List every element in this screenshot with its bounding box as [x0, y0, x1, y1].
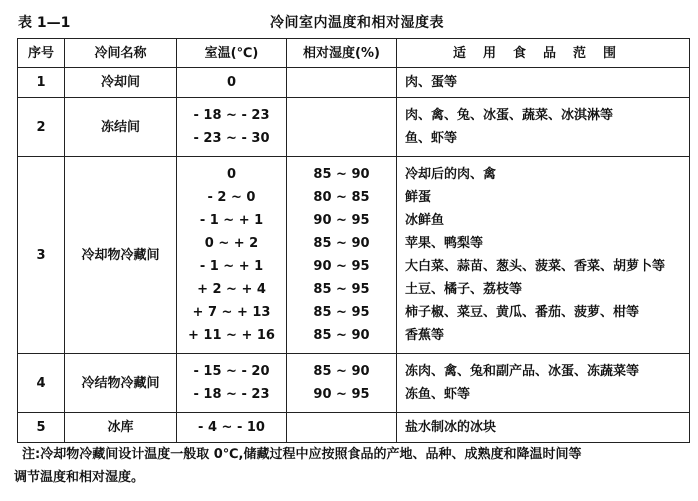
note-line-2: 调节温度和相对湿度。 [14, 470, 145, 485]
table-caption [18, 10, 688, 32]
header-food-range: 适用食品范围 [397, 39, 690, 68]
cell-temperature [177, 413, 287, 443]
header-temperature: 室温(℃) [177, 39, 287, 68]
cell-no: 2 [18, 98, 65, 157]
cell-food-range-line: 肉、禽、兔、冰蛋、蔬菜、冰淇淋等 [405, 108, 614, 123]
cell-humidity [287, 68, 397, 98]
header-humidity: 相对湿度(%) [287, 39, 397, 68]
cell-food-range-line: 香蕉等 [405, 328, 445, 343]
cell-humidity-line [287, 416, 396, 439]
cell-temperature-line: + 11 ~ + 16 [188, 328, 275, 343]
cell-humidity [287, 157, 397, 354]
cell-food-range-line: 冻鱼、虾等 [405, 387, 471, 402]
cell-temperature [177, 68, 287, 98]
table-row [18, 68, 690, 98]
cell-temperature-line: - 18 ~ - 23 [193, 387, 270, 402]
cold-storage-table [17, 38, 690, 443]
cell-no: 5 [18, 413, 65, 443]
cell-humidity-line: 85 ~ 90 [313, 364, 370, 379]
cell-humidity [287, 98, 397, 157]
cell-room-name: 冷却物冷藏间 [65, 157, 177, 354]
cell-food-range-line: 柿子椒、菜豆、黄瓜、番茄、菠萝、柑等 [405, 305, 640, 320]
cell-food-range-line: 冰鲜鱼 [405, 213, 445, 228]
cell-food-range [397, 157, 690, 354]
cell-room-name: 冻结间 [65, 98, 177, 157]
cell-food-range-line: 肉、蛋等 [405, 75, 458, 90]
cell-no: 1 [18, 68, 65, 98]
cell-room-name: 冷却间 [65, 68, 177, 98]
cell-temperature-line: - 4 ~ - 10 [198, 420, 265, 435]
cell-humidity-line: 85 ~ 95 [313, 305, 370, 320]
cell-temperature-line: - 1 ~ + 1 [199, 213, 264, 228]
cell-humidity-line: 85 ~ 90 [313, 328, 370, 343]
cell-no: 4 [18, 354, 65, 413]
table-number: 表 1—1 [18, 15, 71, 31]
cell-humidity-line [287, 71, 396, 94]
cell-temperature [177, 157, 287, 354]
table-note [14, 443, 690, 489]
cell-humidity-line: 85 ~ 90 [313, 167, 370, 182]
cell-humidity-line: 85 ~ 90 [313, 236, 370, 251]
cell-food-range [397, 413, 690, 443]
cell-food-range-line: 冻肉、禽、兔和副产品、冰蛋、冻蔬菜等 [405, 364, 640, 379]
cell-humidity-line: 90 ~ 95 [313, 387, 370, 402]
cell-food-range-line: 盐水制冰的冰块 [405, 420, 497, 435]
cell-humidity-line: 85 ~ 95 [313, 282, 370, 297]
table-row [18, 354, 690, 413]
cell-humidity-line [287, 127, 396, 150]
cell-food-range-line: 大白菜、蒜苗、葱头、菠菜、香菜、胡萝卜等 [405, 259, 666, 274]
cell-temperature-line: - 23 ~ - 30 [193, 131, 270, 146]
cell-food-range-line: 鱼、虾等 [405, 131, 458, 146]
cell-food-range-line: 冷却后的肉、禽 [405, 167, 497, 182]
header-room-name: 冷间名称 [65, 39, 177, 68]
cell-food-range [397, 98, 690, 157]
cell-humidity-line: 90 ~ 95 [313, 213, 370, 228]
cell-temperature [177, 354, 287, 413]
cell-temperature-line: 0 ~ + 2 [204, 236, 259, 251]
cell-room-name: 冷结物冷藏间 [65, 354, 177, 413]
cell-temperature-line: + 7 ~ + 13 [192, 305, 271, 320]
table-body [18, 68, 690, 443]
table-row [18, 157, 690, 354]
header-no: 序号 [18, 39, 65, 68]
cell-food-range [397, 354, 690, 413]
cell-humidity-line [287, 104, 396, 127]
cell-temperature-line: - 2 ~ 0 [207, 190, 256, 205]
cell-humidity-line: 80 ~ 85 [313, 190, 370, 205]
table-row [18, 413, 690, 443]
table-title: 冷间室内温度和相对湿度表 [270, 15, 444, 31]
header-row [18, 39, 690, 68]
cell-temperature-line: - 1 ~ + 1 [199, 259, 264, 274]
cell-temperature [177, 98, 287, 157]
cell-humidity-line: 90 ~ 95 [313, 259, 370, 274]
note-line-1: 注:冷却物冷藏间设计温度一般取 0℃,储藏过程中应按照食品的产地、品种、成熟度和降温时间等 [22, 447, 582, 462]
cell-food-range-line: 鲜蛋 [405, 190, 432, 205]
cell-temperature-line: + 2 ~ + 4 [197, 282, 266, 297]
cell-temperature-line: 0 [226, 75, 237, 90]
cell-food-range [397, 68, 690, 98]
table-row [18, 98, 690, 157]
cell-temperature-line: - 15 ~ - 20 [193, 364, 270, 379]
cell-humidity [287, 413, 397, 443]
cell-temperature-line: - 18 ~ - 23 [193, 108, 270, 123]
cell-food-range-line: 苹果、鸭梨等 [405, 236, 484, 251]
cell-temperature-line: 0 [226, 167, 237, 182]
cell-humidity [287, 354, 397, 413]
cell-room-name: 冰库 [65, 413, 177, 443]
cell-no: 3 [18, 157, 65, 354]
cell-food-range-line: 土豆、橘子、荔枝等 [405, 282, 523, 297]
